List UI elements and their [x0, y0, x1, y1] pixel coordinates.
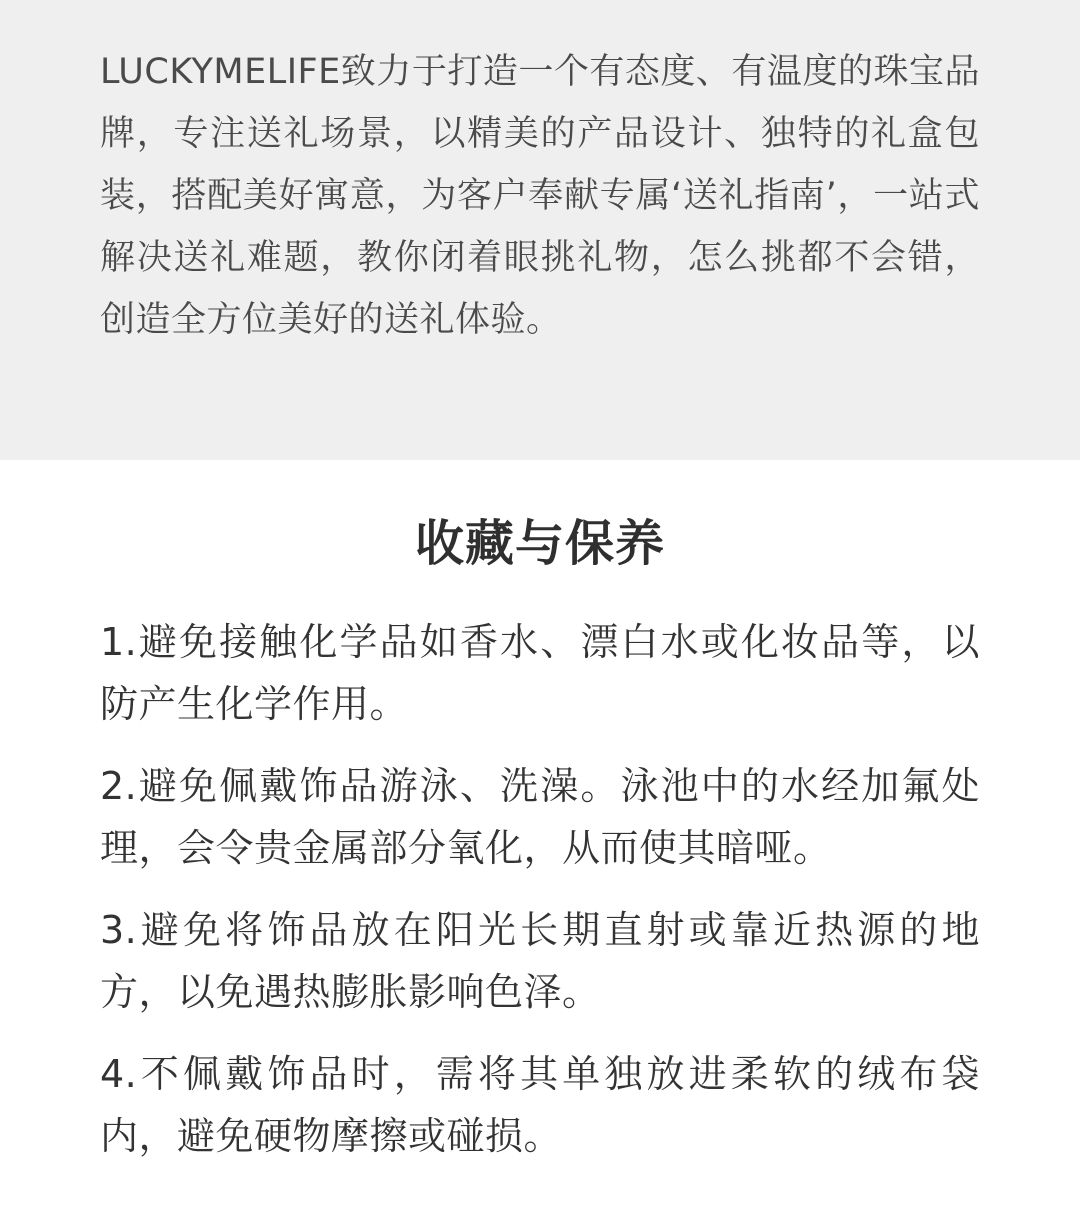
brand-intro-text: LUCKYMELIFE致力于打造一个有态度、有温度的珠宝品牌，专注送礼场景，以精美的产品设计、独特的礼盒包装，搭配美好寓意，为客户奉献专属‘送礼指南’，一站式解决送礼难题，教你闭着眼挑礼物，怎么挑都不会错，创造全方位美好的送礼体验。	[100, 52, 980, 340]
care-instruction-item: 3.避免将饰品放在阳光长期直射或靠近热源的地方，以免遇热膨胀影响色泽。	[100, 908, 980, 1014]
care-instruction-item: 1.避免接触化学品如香水、漂白水或化妆品等，以防产生化学作用。	[100, 620, 980, 726]
care-instructions-list	[100, 611, 980, 1187]
brand-intro-section	[0, 0, 1080, 460]
care-instruction-item: 2.避免佩戴饰品游泳、洗澡。泳池中的水经加氟处理，会令贵金属部分氧化，从而使其暗哑。	[100, 764, 980, 870]
care-instruction-item: 4.不佩戴饰品时，需将其单独放进柔软的绒布袋内，避免硬物摩擦或碰损。	[100, 1052, 980, 1158]
care-section-title: 收藏与保养	[414, 515, 665, 572]
